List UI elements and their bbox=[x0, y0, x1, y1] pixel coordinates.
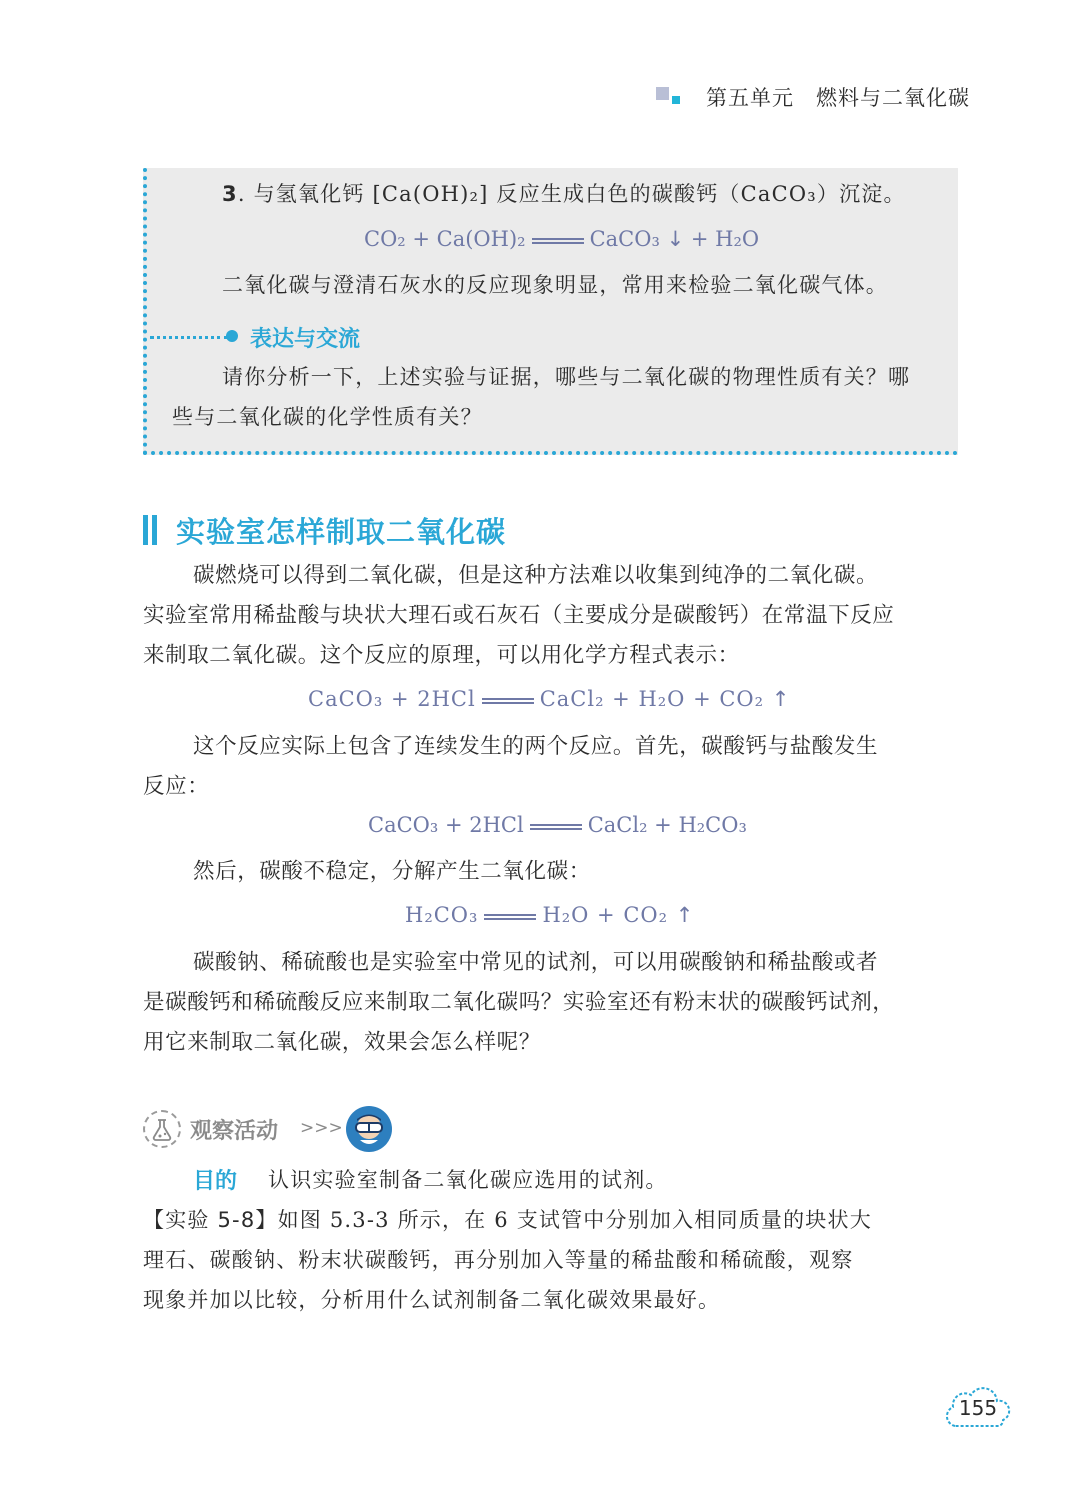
paragraph-line: 然后，碳酸不稳定，分解产生二氧化碳： bbox=[193, 859, 591, 884]
subheading-express: 表达与交流 bbox=[250, 327, 361, 352]
page-number: 155 bbox=[958, 1396, 998, 1420]
item-3-text: . 与氢氧化钙 [Ca(OH)₂] 反应生成白色的碳酸钙（CaCO₃）沉淀。 bbox=[237, 182, 906, 206]
paragraph-line: 反应： bbox=[143, 774, 210, 799]
paragraph-line: 来制取二氧化碳。这个反应的原理，可以用化学方程式表示： bbox=[143, 643, 740, 668]
paragraph-line: 用它来制取二氧化碳，效果会怎么样呢？ bbox=[143, 1030, 541, 1055]
eq3-double-line bbox=[530, 824, 582, 830]
safety-goggles-icon bbox=[346, 1106, 392, 1152]
experiment-label: 【实验 5-8】 bbox=[143, 1208, 278, 1232]
experiment-text: 如图 5.3-3 所示，在 6 支试管中分别加入相同质量的块状大 bbox=[277, 1208, 872, 1232]
eq2-double-line bbox=[482, 698, 534, 704]
eq1-extra: + H₂O bbox=[690, 227, 760, 251]
goal-text: 认识实验室制备二氧化碳应选用的试剂。 bbox=[268, 1168, 668, 1192]
paragraph-line: 实验室常用稀盐酸与块状大理石或石灰石（主要成分是碳酸钙）在常温下反应 bbox=[143, 603, 895, 628]
experiment-line: 理石、碳酸钠、粉末状碳酸钙，再分别加入等量的稀盐酸和稀硫酸，观察 bbox=[143, 1248, 854, 1272]
eq4-double-line bbox=[484, 914, 536, 920]
subheading-dot bbox=[226, 330, 238, 342]
section-title: 实验室怎样制取二氧化碳 bbox=[176, 515, 507, 549]
equation-3 bbox=[368, 813, 747, 837]
info-box-left-border bbox=[143, 168, 147, 455]
eq1-rhs: CaCO₃ bbox=[589, 227, 660, 251]
item-3 bbox=[222, 180, 906, 208]
eq1-lhs: CO₂ + Ca(OH)₂ bbox=[364, 227, 526, 251]
flask-icon bbox=[143, 1110, 181, 1148]
eq4-lhs: H₂CO₃ bbox=[405, 903, 479, 927]
paragraph-line: 这个反应实际上包含了连续发生的两个反应。首先，碳酸钙与盐酸发生 bbox=[193, 734, 879, 759]
equation-1 bbox=[364, 227, 759, 251]
question-line-1: 请你分析一下，上述实验与证据，哪些与二氧化碳的物理性质有关？哪 bbox=[222, 365, 911, 389]
info-box-bottom-border bbox=[143, 451, 958, 455]
chapter-title: 第五单元 燃料与二氧化碳 bbox=[706, 86, 970, 110]
item-3-number: 3 bbox=[222, 182, 238, 206]
experiment-line: 现象并加以比较，分析用什么试剂制备二氧化碳效果最好。 bbox=[143, 1288, 721, 1312]
eq1-double-line bbox=[532, 238, 584, 244]
eq2-rhs: CaCl₂ + H₂O + CO₂ bbox=[539, 687, 765, 711]
section-bar bbox=[152, 515, 157, 545]
section-bar bbox=[143, 515, 148, 545]
box-line-2: 二氧化碳与澄清石灰水的反应现象明显，常用来检验二氧化碳气体。 bbox=[222, 273, 888, 297]
paragraph-line: 碳酸钠、稀硫酸也是实验室中常见的试剂，可以用碳酸钠和稀盐酸或者 bbox=[193, 950, 879, 975]
eq4-rhs: H₂O + CO₂ bbox=[542, 903, 669, 927]
equation-4 bbox=[405, 903, 694, 927]
question-line-2: 些与二氧化碳的化学性质有关？ bbox=[172, 405, 483, 429]
eq3-lhs: CaCO₃ + 2HCl bbox=[368, 813, 524, 837]
equation-2 bbox=[308, 687, 790, 711]
header-decor-square-small bbox=[672, 96, 680, 104]
eq2-lhs: CaCO₃ + 2HCl bbox=[308, 687, 476, 711]
eq4-up-arrow: ↑ bbox=[675, 903, 695, 927]
goal-label: 目的 bbox=[193, 1169, 238, 1194]
subheading-dotted-line bbox=[150, 336, 228, 339]
observe-title: 观察活动 bbox=[190, 1119, 279, 1144]
paragraph-line: 碳燃烧可以得到二氧化碳，但是这种方法难以收集到纯净的二氧化碳。 bbox=[193, 563, 879, 588]
observe-arrows: >>> bbox=[300, 1118, 343, 1138]
eq2-up-arrow: ↑ bbox=[771, 687, 791, 711]
eq1-down-arrow: ↓ bbox=[666, 227, 685, 251]
header-decor-square bbox=[656, 87, 669, 100]
eq3-rhs: CaCl₂ + H₂CO₃ bbox=[587, 813, 747, 837]
paragraph-line: 是碳酸钙和稀硫酸反应来制取二氧化碳吗？实验室还有粉末状的碳酸钙试剂， bbox=[143, 990, 895, 1015]
experiment-line-1 bbox=[143, 1206, 872, 1234]
